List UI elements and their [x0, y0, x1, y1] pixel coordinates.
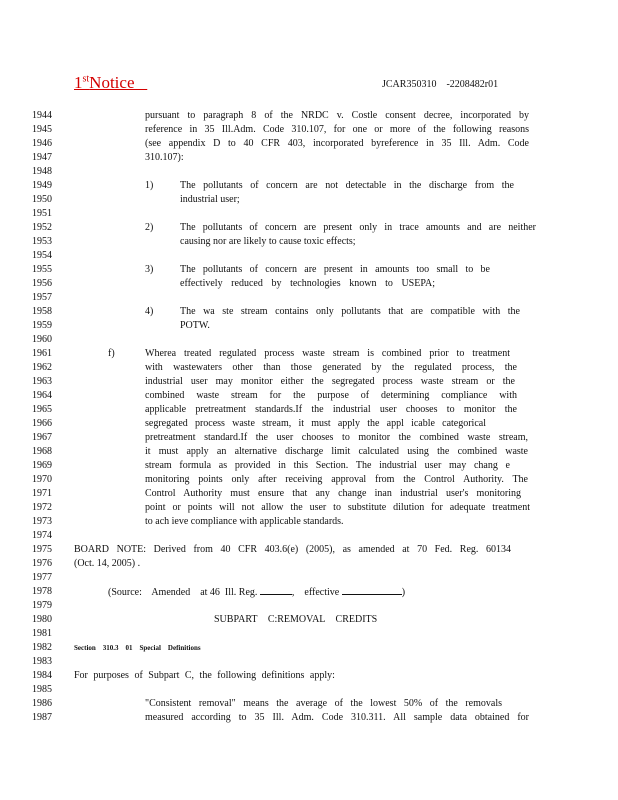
subpart-heading: SUBPART C:REMOVAL CREDITS — [214, 614, 378, 625]
source-prefix: (Source: Amended at 46 Ill. Reg. — [108, 587, 258, 598]
line-number: 1959 — [32, 320, 52, 331]
paragraph-line: monitoring points only after receiving approval from the Control Authority. The — [145, 474, 528, 485]
document-code: JCAR350310 -2208482r01 — [382, 79, 499, 90]
line-number: 1982 — [32, 642, 52, 653]
line-number: 1984 — [32, 670, 52, 681]
line-number: 1958 — [32, 306, 52, 317]
list-item-line: industrial user; — [180, 194, 240, 205]
line-number: 1962 — [32, 362, 52, 373]
line-number: 1957 — [32, 292, 52, 303]
line-number: 1953 — [32, 236, 52, 247]
board-note-line: (Oct. 14, 2005) . — [74, 558, 141, 569]
paragraph-line: Control Authority must ensure that any change inan industrial user's monitoring — [145, 488, 521, 499]
list-marker: 1) — [145, 180, 154, 191]
paragraph-marker: f) — [108, 348, 115, 359]
list-marker: 3) — [145, 264, 154, 275]
line-number: 1960 — [32, 334, 52, 345]
source-effective: , effective — [291, 587, 340, 598]
notice-word: Notice — [89, 73, 135, 92]
list-item-line: effectively reduced by technologies known to USEPA; — [180, 278, 435, 289]
paragraph-line: stream formula as provided in this Section. The industrial user may chang e — [145, 460, 510, 471]
definition-line: measured according to 35 Ill. Adm. Code 310.311. All sample data obtained for — [145, 712, 529, 723]
list-item-line: POTW. — [180, 320, 210, 331]
paragraph-line: with wastewaters other than those generated by the regulated process, the — [145, 362, 517, 373]
list-item-line: The pollutants of concern are present only in trace amounts and are neither — [180, 222, 536, 233]
line-number: 1961 — [32, 348, 52, 359]
paragraph-line: industrial user may monitor either the segregated process waste stream or the — [145, 376, 515, 387]
list-item-line: The wa ste stream contains only pollutants that are compatible with the — [180, 306, 520, 317]
paragraph-line: pretreatment standard.If the user chooses to monitor the combined waste stream, — [145, 432, 528, 443]
definition-line: "Consistent removal" means the average of the lowest 50% of the removals — [145, 698, 502, 709]
line-number: 1948 — [32, 166, 52, 177]
line-number: 1972 — [32, 502, 52, 513]
line-number: 1971 — [32, 488, 52, 499]
intro-line: 310.107): — [145, 152, 184, 163]
line-number: 1950 — [32, 194, 52, 205]
line-number: 1968 — [32, 446, 52, 457]
paragraph-line: segregated process waste stream, it must apply the appl icable categorical — [145, 418, 486, 429]
line-number: 1952 — [32, 222, 52, 233]
list-item-line: The pollutants of concern are present in amounts too small to be — [180, 264, 490, 275]
intro-line: reference in 35 Ill.Adm. Code 310.107, for one or more of the following reasons — [145, 124, 529, 135]
line-number: 1987 — [32, 712, 52, 723]
register-page-blank — [260, 585, 292, 595]
line-number: 1945 — [32, 124, 52, 135]
notice-label — [74, 73, 147, 93]
section-heading: Section 310.3 01 Special Definitions — [74, 644, 201, 652]
intro-line: pursuant to paragraph 8 of the NRDC v. Costle consent decree, incorporated by — [145, 110, 529, 121]
line-number: 1983 — [32, 656, 52, 667]
paragraph-line: to ach ieve compliance with applicable standards. — [145, 516, 344, 527]
line-number: 1985 — [32, 684, 52, 695]
line-number: 1974 — [32, 530, 52, 541]
effective-date-blank — [342, 585, 402, 595]
line-number: 1965 — [32, 404, 52, 415]
line-number: 1947 — [32, 152, 52, 163]
line-number: 1970 — [32, 474, 52, 485]
line-number: 1964 — [32, 390, 52, 401]
line-number: 1966 — [32, 418, 52, 429]
list-marker: 4) — [145, 306, 154, 317]
line-number: 1956 — [32, 278, 52, 289]
line-number: 1977 — [32, 572, 52, 583]
paragraph-line: it must apply an alternative discharge limit calculated using the combined waste — [145, 446, 528, 457]
definitions-intro: For purposes of Subpart C, the following definitions apply: — [74, 670, 335, 681]
line-number: 1944 — [32, 110, 52, 121]
source-line — [108, 585, 405, 600]
line-number: 1978 — [32, 586, 52, 597]
line-number: 1975 — [32, 544, 52, 555]
line-number: 1949 — [32, 180, 52, 191]
line-number: 1954 — [32, 250, 52, 261]
line-number: 1967 — [32, 432, 52, 443]
line-number: 1986 — [32, 698, 52, 709]
list-item-line: causing nor are likely to cause toxic effects; — [180, 236, 356, 247]
line-number: 1980 — [32, 614, 52, 625]
board-note-line: BOARD NOTE: Derived from 40 CFR 403.6(e) (2005), as amended at 70 Fed. Reg. 60134 — [74, 544, 511, 555]
notice-superscript: st — [82, 73, 90, 85]
line-number: 1979 — [32, 600, 52, 611]
source-close: ) — [401, 587, 406, 598]
line-number: 1973 — [32, 516, 52, 527]
line-number: 1955 — [32, 264, 52, 275]
list-marker: 2) — [145, 222, 154, 233]
line-number: 1963 — [32, 376, 52, 387]
line-number: 1946 — [32, 138, 52, 149]
paragraph-line: combined waste stream for the purpose of determining compliance with — [145, 390, 517, 401]
intro-line: (see appendix D to 40 CFR 403, incorporated byreference in 35 Ill. Adm. Code — [145, 138, 529, 149]
list-item-line: The pollutants of concern are not detectable in the discharge from the — [180, 180, 514, 191]
line-number: 1951 — [32, 208, 52, 219]
line-number: 1969 — [32, 460, 52, 471]
paragraph-line: Wherea treated regulated process waste stream is combined prior to treatment — [145, 348, 510, 359]
paragraph-line: point or points will not allow the user to substitute dilution for adequate treatment — [145, 502, 530, 513]
line-number: 1981 — [32, 628, 52, 639]
paragraph-line: applicable pretreatment standards.If the industrial user chooses to monitor the — [145, 404, 517, 415]
line-number: 1976 — [32, 558, 52, 569]
notice-number: 1 — [74, 73, 83, 92]
